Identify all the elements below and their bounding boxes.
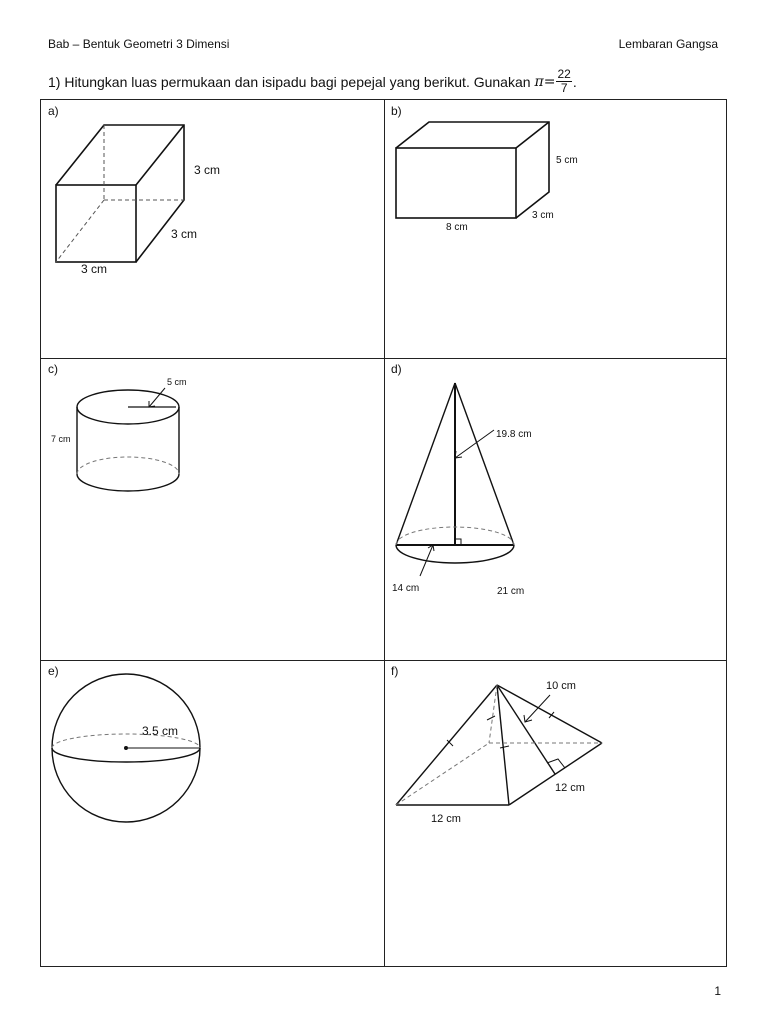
question-text: [48, 68, 577, 95]
cube-width-label: 3 cm: [81, 262, 108, 276]
header-chapter: Bab – Bentuk Geometri 3 Dimensi: [48, 37, 230, 51]
fraction-numerator: 22: [557, 67, 571, 81]
sphere-figure: [41, 660, 384, 966]
pyramid-side-label: 12 cm: [555, 782, 585, 794]
question-period: .: [572, 73, 577, 90]
sphere-radius-label: 3.5 cm: [142, 724, 179, 738]
question-instruction: 1) Hitungkan luas permukaan dan isipadu bagi pepejal yang berikut. Gunakan: [48, 73, 531, 90]
cylinder-radius-label: 5 cm: [167, 377, 187, 387]
cone-slant-label: 19.8 cm: [496, 429, 532, 440]
cube-height-label: 3 cm: [194, 163, 221, 177]
cell-f: [384, 660, 727, 966]
cell-e: [41, 660, 384, 966]
cell-d: [384, 358, 727, 660]
sphere-center-dot: [124, 746, 128, 750]
pyramid-slant-label: 10 cm: [546, 680, 576, 692]
pyramid-base-label: 12 cm: [431, 813, 461, 825]
cuboid-depth-label: 3 cm: [532, 210, 554, 221]
cube-figure: [41, 100, 384, 358]
cone-diameter-label: 14 cm: [392, 583, 420, 594]
cylinder-figure: [41, 358, 384, 660]
cuboid-figure: [384, 100, 727, 358]
cuboid-length-label: 8 cm: [446, 222, 468, 233]
pi-fraction: [556, 68, 571, 95]
cone-height-label: 21 cm: [497, 586, 525, 597]
cone-figure: [384, 358, 727, 660]
cuboid-height-label: 5 cm: [556, 155, 578, 166]
cell-label-c: c): [48, 362, 58, 376]
cell-label-d: d): [391, 362, 402, 376]
cell-label-a: a): [48, 104, 59, 118]
header-worksheet: Lembaran Gangsa: [618, 37, 718, 51]
pi-symbol: π=: [534, 73, 556, 90]
cell-c: [41, 358, 384, 660]
fraction-denominator: 7: [560, 81, 568, 95]
cylinder-height-label: 7 cm: [51, 434, 71, 444]
cell-label-f: f): [391, 664, 399, 678]
cell-a: [41, 100, 384, 358]
cell-b: [384, 100, 727, 358]
cell-label-b: b): [391, 104, 402, 118]
page-number: 1: [714, 984, 721, 998]
cell-label-e: e): [48, 664, 59, 678]
figure-grid: [40, 99, 727, 967]
pyramid-figure: [384, 660, 727, 966]
cube-depth-label: 3 cm: [171, 227, 198, 241]
